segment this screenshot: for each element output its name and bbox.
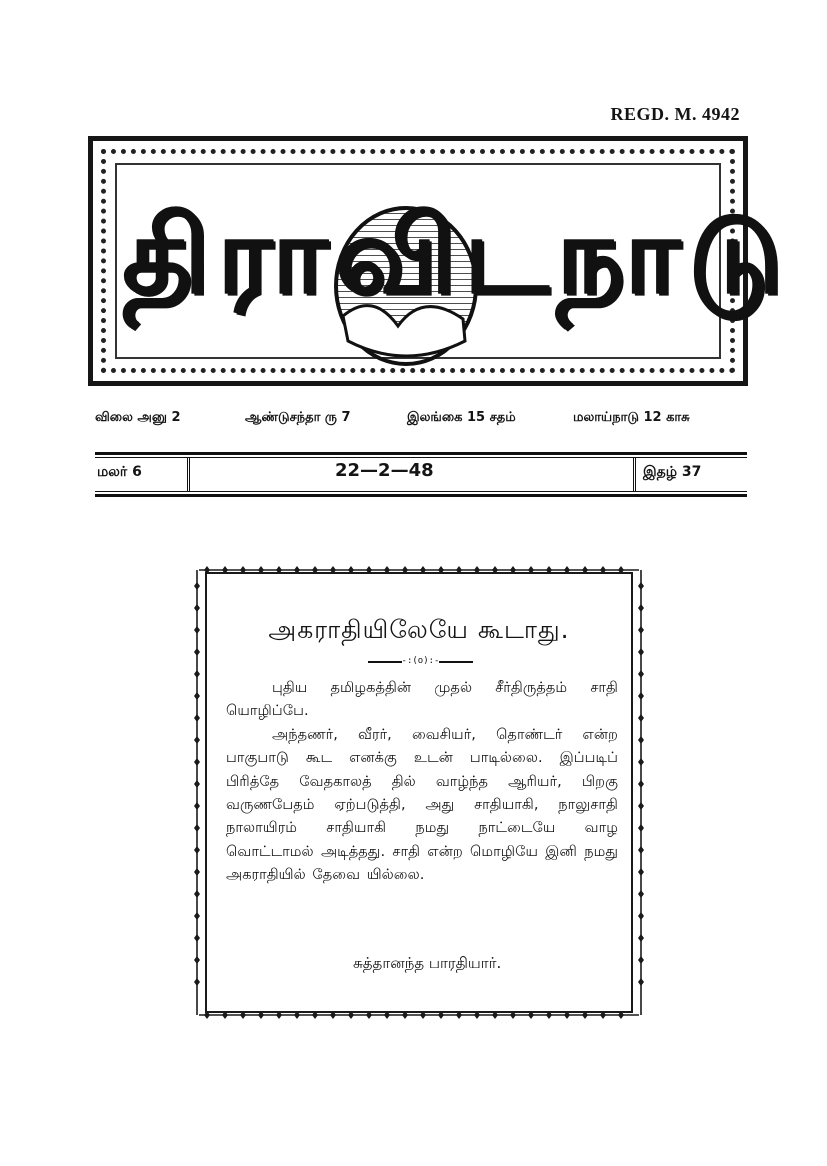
issue-bar-top-rule [95, 452, 747, 455]
single-copy-price: விலை அனு 2 [95, 410, 181, 425]
article-headline: அகராதியிலேயே கூடாது. [268, 615, 570, 644]
masthead [88, 136, 791, 386]
issue-bar-bottom-rule [95, 494, 747, 497]
issue-bar-top-rule-thin [95, 457, 747, 458]
masthead-title: திராவிடநாடு [123, 194, 791, 317]
price-line [95, 410, 745, 434]
article-box [193, 560, 645, 1025]
article-paragraph: அந்தணர், வீரர், வைசியர், தொண்டர் என்ற பாகுபாடு கூட எனக்கு உடன் பாடில்லை. இப்படிப் பிரித்தே வேதகாலத் தில் வாழ்ந்த ஆரியர், பிறகு வருணபேதம் ஏற்படுத்தி, அது சாதியாகி, நாலுசாதி நாலாயிரம் சாதியாகி நமது நாட்டையே வாழ வொட்டாமல் அடித்தது. சாதி என்ற மொழியே இனி நமது அகராதியில் தேவை யில்லை. [226, 725, 618, 884]
article-body [226, 676, 618, 887]
headline-divider: -:(o):- [368, 656, 473, 666]
issue-bar-divider-right [633, 458, 636, 491]
ceylon-price: இலங்கை 15 சதம் [407, 410, 516, 425]
volume-number: மலர் 6 [97, 464, 142, 480]
issue-date: 22—2—48 [335, 460, 434, 481]
article-byline: சுத்தானந்த பாரதியார். [353, 954, 502, 972]
issue-bar [95, 452, 747, 497]
annual-subscription: ஆண்டுசந்தா ரு 7 [245, 410, 351, 425]
issue-bar-divider-left [187, 458, 190, 491]
registration-number: REGD. M. 4942 [610, 104, 740, 124]
malaya-price: மலாய்நாடு 12 காசு [573, 410, 690, 425]
issue-bar-bottom-rule-thin [95, 491, 747, 492]
article-paragraph: புதிய தமிழகத்தின் முதல் சீர்திருத்தம் சாதி யொழிப்பே. [226, 679, 618, 720]
issue-number: இதழ் 37 [643, 464, 702, 480]
